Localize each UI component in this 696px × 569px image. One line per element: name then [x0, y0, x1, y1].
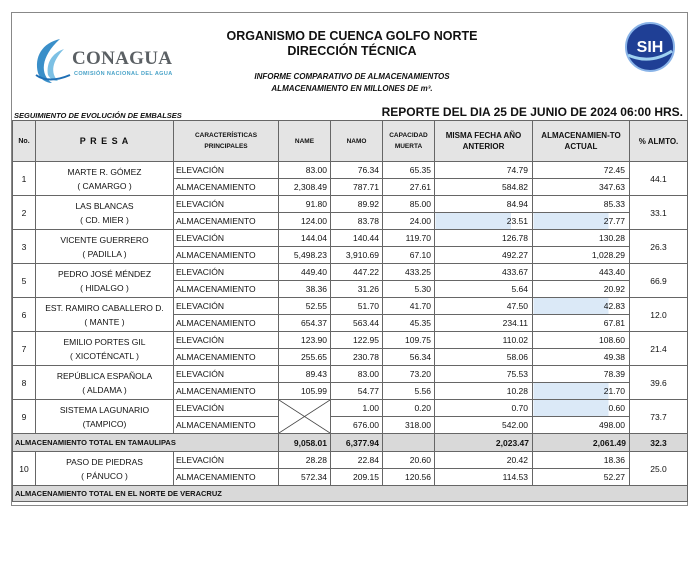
dam-name: MARTE R. GÓMEZ	[67, 166, 142, 177]
storage-value: 255.65	[279, 349, 331, 366]
report-date: REPORTE DEL DIA 25 DE JUNIO DE 2024 06:00 HRS.	[381, 105, 683, 119]
total-value: 2,061.49	[533, 434, 630, 452]
storage-value: 45.35	[383, 315, 435, 332]
table-header-row	[13, 121, 688, 162]
elevation-value: 109.75	[383, 332, 435, 349]
dam-alias: ( MANTE )	[84, 316, 125, 327]
pct-value: 39.6	[630, 366, 688, 400]
pct-value: 25.0	[630, 452, 688, 486]
col-pct: % ALMTO.	[630, 121, 688, 162]
dam-name: REPÚBLICA ESPAÑOLA	[56, 370, 153, 381]
total-veracruz-row	[13, 486, 688, 502]
storage-value: 67.81	[533, 315, 630, 332]
dam-alias: ( CAMARGO )	[77, 180, 132, 191]
storage-value: 492.27	[435, 247, 533, 264]
org-line2: DIRECCIÓN TÉCNICA	[287, 44, 417, 58]
elevation-value: 52.55	[279, 298, 331, 315]
storage-value: 67.10	[383, 247, 435, 264]
elevation-value: 65.35	[383, 162, 435, 179]
sih-logo	[624, 21, 676, 73]
dam-number: 5	[13, 264, 36, 298]
storage-label: ALMACENAMIENTO	[174, 247, 279, 264]
elevation-value: 47.50	[435, 298, 533, 315]
total-tamaulipas-label: ALMACENAMIENTO TOTAL EN TAMAULIPAS	[13, 434, 279, 452]
elevation-value: 140.44	[331, 230, 383, 247]
storage-value: 27.61	[383, 179, 435, 196]
elevation-value: 443.40	[533, 264, 630, 281]
dam-name-cell	[36, 332, 174, 366]
dam-name-cell	[36, 452, 174, 486]
storage-value: 787.71	[331, 179, 383, 196]
storage-value: 234.11	[435, 315, 533, 332]
elevation-value: 110.02	[435, 332, 533, 349]
storage-value: 56.34	[383, 349, 435, 366]
crossed-cell	[279, 400, 331, 434]
conagua-logo	[30, 35, 210, 91]
dam-name-cell	[36, 400, 174, 434]
elevation-value: 20.42	[435, 452, 533, 469]
org-line1: ORGANISMO DE CUENCA GOLFO NORTE	[226, 29, 478, 43]
total-value	[383, 434, 435, 452]
pct-value: 33.1	[630, 196, 688, 230]
total-veracruz-label: ALMACENAMIENTO TOTAL EN EL NORTE DE VERACRUZ	[13, 486, 688, 502]
report-line1: INFORME COMPARATIVO DE ALMACENAMIENTOS	[254, 72, 450, 81]
storage-value: 1,028.29	[533, 247, 630, 264]
table-row	[13, 452, 688, 469]
storage-value: 54.77	[331, 383, 383, 400]
dam-number: 9	[13, 400, 36, 434]
sih-logo-text: SIH	[636, 39, 664, 56]
elevation-value: 72.45	[533, 162, 630, 179]
elevation-label: ELEVACIÓN	[174, 230, 279, 247]
storage-value: 58.06	[435, 349, 533, 366]
elevation-label: ELEVACIÓN	[174, 452, 279, 469]
dam-alias: (TAMPICO)	[82, 418, 127, 429]
elevation-value: 144.04	[279, 230, 331, 247]
dam-name-cell	[36, 196, 174, 230]
storage-value: 209.15	[331, 469, 383, 486]
storage-label: ALMACENAMIENTO	[174, 469, 279, 486]
storage-value: 3,910.69	[331, 247, 383, 264]
storage-value: 676.00	[331, 417, 383, 434]
elevation-value: 89.92	[331, 196, 383, 213]
elevation-value: 122.95	[331, 332, 383, 349]
elevation-label: ELEVACIÓN	[174, 196, 279, 213]
col-presa: P R E S A	[36, 121, 174, 162]
storage-value: 498.00	[533, 417, 630, 434]
total-tamaulipas-row	[13, 434, 688, 452]
logo-subtitle: COMISIÓN NACIONAL DEL AGUA	[74, 71, 173, 77]
elevation-value: 123.90	[279, 332, 331, 349]
dam-number: 6	[13, 298, 36, 332]
storage-value: 124.00	[279, 213, 331, 230]
elevation-value: 0.20	[383, 400, 435, 417]
dam-number: 8	[13, 366, 36, 400]
dam-name-cell	[36, 230, 174, 264]
dam-name: LAS BLANCAS	[75, 200, 134, 211]
storage-value: 584.82	[435, 179, 533, 196]
col-misma-fecha: MISMA FECHA AÑO ANTERIOR	[435, 121, 533, 162]
table-row	[13, 196, 688, 213]
storage-value: 347.63	[533, 179, 630, 196]
storage-label: ALMACENAMIENTO	[174, 349, 279, 366]
report-subtitle	[192, 71, 512, 95]
pct-value: 26.3	[630, 230, 688, 264]
cross-mark-icon	[279, 400, 330, 433]
elevation-value: 433.25	[383, 264, 435, 281]
storage-value: 120.56	[383, 469, 435, 486]
elevation-value: 75.53	[435, 366, 533, 383]
elevation-label: ELEVACIÓN	[174, 332, 279, 349]
storage-value: 10.28	[435, 383, 533, 400]
elevation-value: 91.80	[279, 196, 331, 213]
table-row	[13, 366, 688, 383]
dam-name: EST. RAMIRO CABALLERO D.	[45, 302, 164, 313]
elevation-value: 18.36	[533, 452, 630, 469]
elevation-value: 76.34	[331, 162, 383, 179]
storage-value: 572.34	[279, 469, 331, 486]
table-row	[13, 332, 688, 349]
elevation-value: 73.20	[383, 366, 435, 383]
total-value: 9,058.01	[279, 434, 331, 452]
pct-value: 73.7	[630, 400, 688, 434]
storage-value: 31.26	[331, 281, 383, 298]
report-page	[11, 12, 688, 506]
storage-value: 52.27	[533, 469, 630, 486]
storage-label: ALMACENAMIENTO	[174, 315, 279, 332]
elevation-value: 0.70	[435, 400, 533, 417]
table-row	[13, 264, 688, 281]
dam-alias: ( XICOTÉNCATL )	[70, 350, 139, 361]
elevation-value: 85.00	[383, 196, 435, 213]
storage-value: 230.78	[331, 349, 383, 366]
seguimiento-label: SEGUIMIENTO DE EVOLUCIÓN DE EMBALSES	[14, 111, 182, 120]
elevation-value: 433.67	[435, 264, 533, 281]
dam-alias: ( PÁNUCO )	[81, 470, 128, 481]
elevation-value: 51.70	[331, 298, 383, 315]
elevation-label: ELEVACIÓN	[174, 264, 279, 281]
storage-value: 83.78	[331, 213, 383, 230]
total-value: 2,023.47	[435, 434, 533, 452]
logo-name: CONAGUA	[72, 48, 173, 69]
storage-label: ALMACENAMIENTO	[174, 179, 279, 196]
col-capacidad: CAPACIDAD MUERTA	[383, 121, 435, 162]
elevation-value: 108.60	[533, 332, 630, 349]
storage-value: 318.00	[383, 417, 435, 434]
dam-name-cell	[36, 264, 174, 298]
storage-value: 5.30	[383, 281, 435, 298]
conagua-emblem-icon	[30, 35, 74, 85]
storage-label: ALMACENAMIENTO	[174, 281, 279, 298]
storage-value: 542.00	[435, 417, 533, 434]
elevation-value: 22.84	[331, 452, 383, 469]
pct-value: 21.4	[630, 332, 688, 366]
storage-value: 5,498.23	[279, 247, 331, 264]
storage-value: 2,308.49	[279, 179, 331, 196]
dam-name: VICENTE GUERRERO	[60, 234, 149, 245]
elevation-value: 83.00	[331, 366, 383, 383]
elevation-value: 0.60	[533, 400, 630, 417]
elevation-value: 89.43	[279, 366, 331, 383]
elevation-value: 78.39	[533, 366, 630, 383]
dam-name: PASO DE PIEDRAS	[66, 456, 143, 467]
dam-name: PEDRO JOSÉ MÉNDEZ	[57, 268, 152, 279]
dam-alias: ( ALDAMA )	[82, 384, 127, 395]
elevation-value: 84.94	[435, 196, 533, 213]
elevation-value: 28.28	[279, 452, 331, 469]
storage-label: ALMACENAMIENTO	[174, 383, 279, 400]
dam-alias: ( CD. MIER )	[80, 214, 129, 225]
org-title	[192, 29, 512, 59]
pct-value: 12.0	[630, 298, 688, 332]
storage-value: 105.99	[279, 383, 331, 400]
total-value: 6,377.94	[331, 434, 383, 452]
storage-value: 23.51	[435, 213, 533, 230]
dam-name: SISTEMA LAGUNARIO	[59, 404, 150, 415]
dam-name-cell	[36, 298, 174, 332]
dam-number: 1	[13, 162, 36, 196]
storage-value: 563.44	[331, 315, 383, 332]
elevation-label: ELEVACIÓN	[174, 298, 279, 315]
storage-value: 27.77	[533, 213, 630, 230]
dam-name-cell	[36, 366, 174, 400]
elevation-value: 20.60	[383, 452, 435, 469]
pct-value: 66.9	[630, 264, 688, 298]
storage-label: ALMACENAMIENTO	[174, 417, 279, 434]
report-header	[12, 13, 687, 119]
elevation-value: 119.70	[383, 230, 435, 247]
dam-number: 3	[13, 230, 36, 264]
dam-number: 7	[13, 332, 36, 366]
elevation-label: ELEVACIÓN	[174, 400, 279, 417]
pct-value: 44.1	[630, 162, 688, 196]
col-no: No.	[13, 121, 36, 162]
report-line2: ALMACENAMIENTO EN MILLONES DE m³.	[271, 84, 433, 93]
dam-number: 10	[13, 452, 36, 486]
storage-value: 24.00	[383, 213, 435, 230]
elevation-value: 85.33	[533, 196, 630, 213]
reservoir-table	[12, 120, 688, 502]
elevation-label: ELEVACIÓN	[174, 162, 279, 179]
elevation-value: 83.00	[279, 162, 331, 179]
elevation-value: 449.40	[279, 264, 331, 281]
elevation-value: 41.70	[383, 298, 435, 315]
dam-alias: ( PADILLA )	[82, 248, 127, 259]
dam-name: EMILIO PORTES GIL	[63, 336, 146, 347]
storage-value: 49.38	[533, 349, 630, 366]
total-pct: 32.3	[630, 434, 688, 452]
elevation-value: 130.28	[533, 230, 630, 247]
table-row	[13, 400, 688, 417]
storage-value: 654.37	[279, 315, 331, 332]
storage-value: 20.92	[533, 281, 630, 298]
elevation-value: 1.00	[331, 400, 383, 417]
storage-value: 38.36	[279, 281, 331, 298]
elevation-value: 126.78	[435, 230, 533, 247]
dam-alias: ( HIDALGO )	[80, 282, 129, 293]
elevation-label: ELEVACIÓN	[174, 366, 279, 383]
col-actual: ALMACENAMIEN-TO ACTUAL	[533, 121, 630, 162]
dam-number: 2	[13, 196, 36, 230]
elevation-value: 42.83	[533, 298, 630, 315]
storage-label: ALMACENAMIENTO	[174, 213, 279, 230]
table-row	[13, 298, 688, 315]
col-caracteristicas: CARACTERÍSTICAS PRINCIPALES	[174, 121, 279, 162]
table-row	[13, 230, 688, 247]
col-name: NAME	[279, 121, 331, 162]
dam-name-cell	[36, 162, 174, 196]
elevation-value: 447.22	[331, 264, 383, 281]
col-namo: NAMO	[331, 121, 383, 162]
elevation-value: 74.79	[435, 162, 533, 179]
storage-value: 5.56	[383, 383, 435, 400]
storage-value: 21.70	[533, 383, 630, 400]
storage-value: 5.64	[435, 281, 533, 298]
storage-value: 114.53	[435, 469, 533, 486]
table-row	[13, 162, 688, 179]
